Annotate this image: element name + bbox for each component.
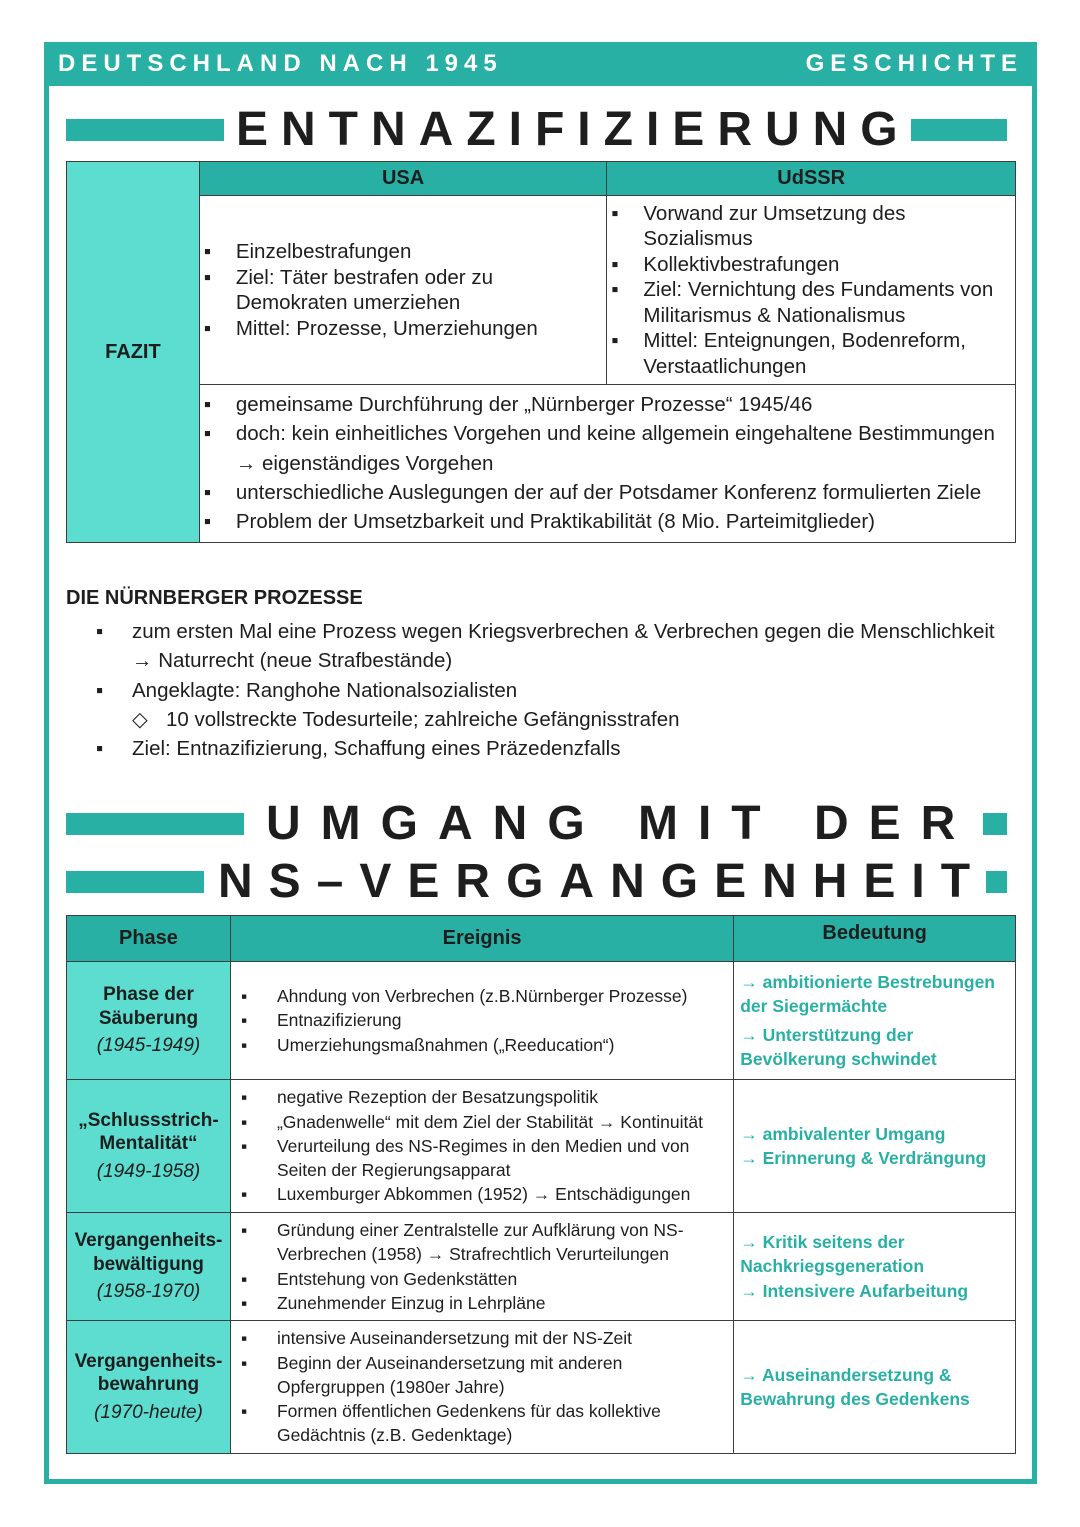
list-item: ▪ negative Rezeption der Besatzungspolitik xyxy=(231,1085,733,1109)
usa-cell xyxy=(199,196,607,385)
phase-name: Phase der Säuberung xyxy=(98,984,199,1029)
section-heading-ns xyxy=(66,854,1007,909)
meaning-cell xyxy=(734,1213,1016,1321)
header-subject: GESCHICHTE xyxy=(805,50,1023,77)
table-row xyxy=(67,1321,1016,1454)
list-item: ▪ Umerziehungsmaßnahmen („Reeducation“) xyxy=(231,1033,733,1057)
list-item: ▪ Gründung einer Zentralstelle zur Aufklärung von NS-Verbrechen (1958) → Strafrechtlich Verurteilungen xyxy=(231,1218,733,1267)
list-item: ▪ Vorwand zur Umsetzung des Sozialismus xyxy=(607,201,1015,252)
list-item: ▪ doch: kein einheitliches Vorgehen und keine allgemein eingehaltene Bestimmungen → eigenständiges Vorgehen xyxy=(200,419,1015,478)
heading-bar-left xyxy=(66,813,244,835)
meaning-item: → Erinnerung & Verdrängung xyxy=(740,1148,987,1168)
header-bar xyxy=(44,42,1037,86)
comparison-table xyxy=(66,161,1016,543)
list-item: ▪ intensive Auseinandersetzung mit der NS-Zeit xyxy=(231,1326,733,1350)
phase-years: (1945-1949) xyxy=(96,1035,201,1057)
list-item: ▪ Ahndung von Verbrechen (z.B.Nürnberger Prozesse) xyxy=(231,984,733,1008)
nuernberg-list xyxy=(96,617,996,763)
phase-cell xyxy=(67,1080,231,1213)
column-header-phase: Phase xyxy=(67,916,231,962)
column-header-ereignis: Ereignis xyxy=(230,916,733,962)
meaning-item: → Auseinandersetzung & Bewahrung des Gedenkens xyxy=(740,1364,970,1409)
meaning-cell xyxy=(734,1080,1016,1213)
list-item: ▪ unterschiedliche Auslegungen der auf der Potsdamer Konferenz formulierten Ziele xyxy=(200,478,1015,507)
list-item: ▪ Problem der Umsetzbarkeit und Praktikabilität (8 Mio. Parteimitglieder) xyxy=(200,507,1015,536)
section-title-line2: NS–VERGANGENHEIT xyxy=(218,855,987,908)
heading-bar-left xyxy=(66,871,204,893)
section-heading-umgang xyxy=(66,796,1007,851)
meaning-item: → Kritik seitens der Nachkriegsgeneration xyxy=(740,1232,925,1277)
list-subitem: ◇ 10 vollstreckte Todesurteile; zahlreiche Gefängnisstrafen xyxy=(96,705,996,734)
list-item: ▪ gemeinsame Durchführung der „Nürnberger Prozesse“ 1945/46 xyxy=(200,390,1015,419)
meaning-cell xyxy=(734,1321,1016,1454)
heading-bar-right xyxy=(911,119,1007,141)
list-item: ▪ Kollektivbestrafungen xyxy=(607,252,1015,278)
phase-name: Vergangenheits-bewältigung xyxy=(74,1230,223,1275)
table-row xyxy=(67,1080,1016,1213)
event-cell xyxy=(230,962,733,1080)
event-cell xyxy=(230,1213,733,1321)
heading-bar-right xyxy=(983,813,1007,835)
section-title-line1: UMGANG MIT DER xyxy=(266,797,976,850)
fazit-label: FAZIT xyxy=(67,162,200,543)
phase-cell xyxy=(67,1213,231,1321)
list-item: ▪ „Gnadenwelle“ mit dem Ziel der Stabilität → Kontinuität xyxy=(231,1110,733,1134)
list-item: ▪ Mittel: Enteignungen, Bodenreform, Verstaatlichungen xyxy=(607,328,1015,379)
section-heading-entnazifizierung xyxy=(66,102,1007,157)
fazit-cell xyxy=(199,385,1015,543)
phase-years: (1949-1958) xyxy=(96,1160,201,1182)
list-item: ▪ Verurteilung des NS-Regimes in den Medien und von Seiten der Regierungsapparat xyxy=(231,1134,733,1183)
list-item: ▪ Mittel: Prozesse, Umerziehungen xyxy=(200,316,607,342)
table-row xyxy=(67,1213,1016,1321)
phase-cell xyxy=(67,962,231,1080)
list-item: ▪ Ziel: Vernichtung des Fundaments von Militarismus & Nationalismus xyxy=(607,277,1015,328)
meaning-item: → Unterstützung der Bevölkerung schwindet xyxy=(740,1024,937,1069)
nuernberg-title: DIE NÜRNBERGER PROZESSE xyxy=(66,587,363,609)
phase-cell xyxy=(67,1321,231,1454)
list-item: ▪ Entnazifizierung xyxy=(231,1008,733,1032)
list-item: ▪ Formen öffentlichen Gedenkens für das kollektive Gedächtnis (z.B. Gedenktage) xyxy=(231,1399,733,1448)
meaning-item: → Intensivere Aufarbeitung xyxy=(740,1280,969,1301)
phase-name: „Schlussstrich-Mentalität“ xyxy=(78,1109,219,1155)
list-item: ▪ zum ersten Mal eine Prozess wegen Kriegsverbrechen & Verbrechen gegen die Menschlichkeit → Naturrecht (neue Strafbestände) xyxy=(96,617,996,676)
table-row xyxy=(67,962,1016,1080)
header-topic: DEUTSCHLAND NACH 1945 xyxy=(58,50,503,77)
section-title: ENTNAZIFIZIERUNG xyxy=(236,103,911,156)
list-item: ▪ Luxemburger Abkommen (1952) → Entschädigungen xyxy=(231,1182,733,1206)
phases-table xyxy=(66,915,1016,1454)
column-header-usa: USA xyxy=(199,162,607,196)
udssr-cell xyxy=(607,196,1016,385)
event-cell xyxy=(230,1321,733,1454)
meaning-cell xyxy=(734,962,1016,1080)
list-item: ▪ Einzelbestrafungen xyxy=(200,239,607,265)
list-item: ▪ Entstehung von Gedenkstätten xyxy=(231,1267,733,1291)
column-header-bedeutung: Bedeutung xyxy=(734,916,1016,962)
list-item: ▪ Ziel: Täter bestrafen oder zu Demokraten umerziehen xyxy=(200,265,607,316)
meaning-item: → ambivalenter Umgang xyxy=(740,1123,946,1144)
list-item: ▪ Zunehmender Einzug in Lehrpläne xyxy=(231,1291,733,1315)
list-item: ▪ Ziel: Entnazifizierung, Schaffung eines Präzedenzfalls xyxy=(96,734,996,763)
meaning-item: → ambitionierte Bestrebungen der Siegermächte xyxy=(740,971,995,1017)
list-item: ▪ Angeklagte: Ranghohe Nationalsozialisten xyxy=(96,676,996,705)
event-cell xyxy=(230,1080,733,1213)
list-item: ▪ Beginn der Auseinandersetzung mit anderen Opfergruppen (1980er Jahre) xyxy=(231,1351,733,1400)
phase-years: (1970-heute) xyxy=(94,1401,203,1423)
column-header-udssr: UdSSR xyxy=(607,162,1016,196)
heading-bar-right xyxy=(986,871,1007,893)
heading-bar-left xyxy=(66,119,224,141)
phase-years: (1958-1970) xyxy=(96,1281,201,1303)
phase-name: Vergangenheits-bewahrung xyxy=(74,1350,223,1396)
